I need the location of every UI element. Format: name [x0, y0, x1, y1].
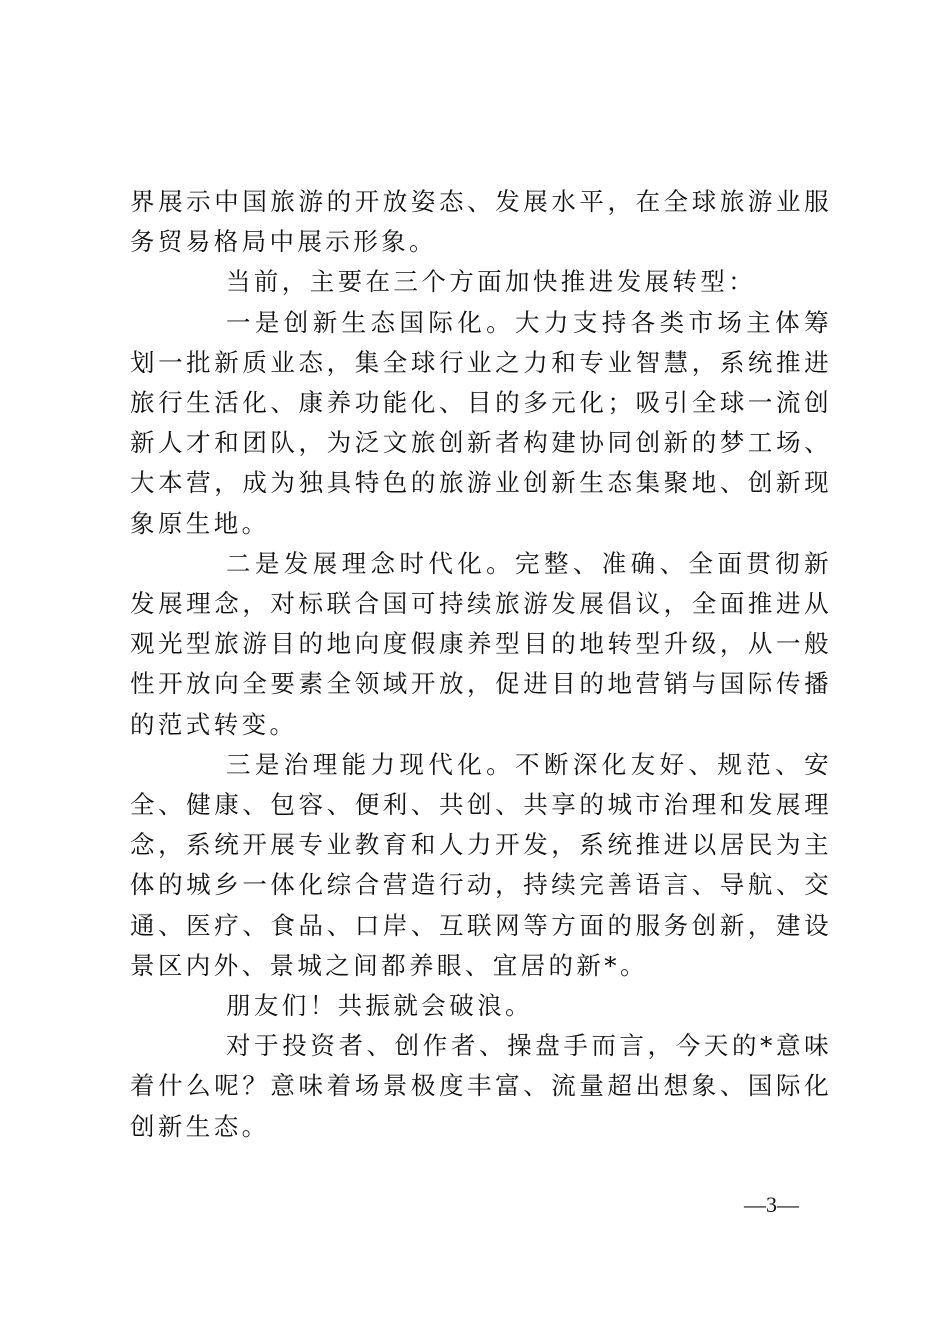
paragraph-friends: 朋友们！共振就会破浪。 [226, 991, 533, 1021]
paragraph-point-three: 三是治理能力现代化。不断深化友好、规范、安全、健康、包容、便利、共创、共享的城市治理和发展理念，系统开展专业教育和人力开发，系统推进以居民为主体的城乡一体化综合营造行动，持续完善语言、导航、交通、医疗、食品、口岸、互联网等方面的服务创新，建设景区内外、景城之间都养眼、宜居的新*。 [130, 749, 832, 980]
paragraph-point-two: 二是发展理念时代化。完整、准确、全面贯彻新发展理念，对标联合国可持续旅游发展倡议，全面推进从观光型旅游目的地向度假康养型目的地转型升级，从一般性开放向全要素全领域开放，促进目的地营销与国际传播的范式转变。 [130, 548, 832, 739]
paragraph-point-one: 一是创新生态国际化。大力支持各类市场主体筹划一批新质业态，集全球行业之力和专业智慧，系统推进旅行生活化、康养功能化、目的多元化；吸引全球一流创新人才和团队，为泛文旅创新者构建协同创新的梦工场、大本营，成为独具特色的旅游业创新生态集聚地、创新现象原生地。 [130, 307, 832, 538]
page-number: —3— [744, 1192, 799, 1217]
paragraph-continued: 界展示中国旅游的开放姿态、发展水平，在全球旅游业服务贸易格局中展示形象。 [130, 187, 832, 257]
paragraph-intro: 当前，主要在三个方面加快推进发展转型： [226, 267, 757, 297]
paragraph-closing: 对于投资者、创作者、操盘手而言，今天的*意味着什么呢？意味着场景极度丰富、流量超出想象、国际化创新生态。 [130, 1031, 832, 1141]
document-body [130, 182, 832, 1147]
